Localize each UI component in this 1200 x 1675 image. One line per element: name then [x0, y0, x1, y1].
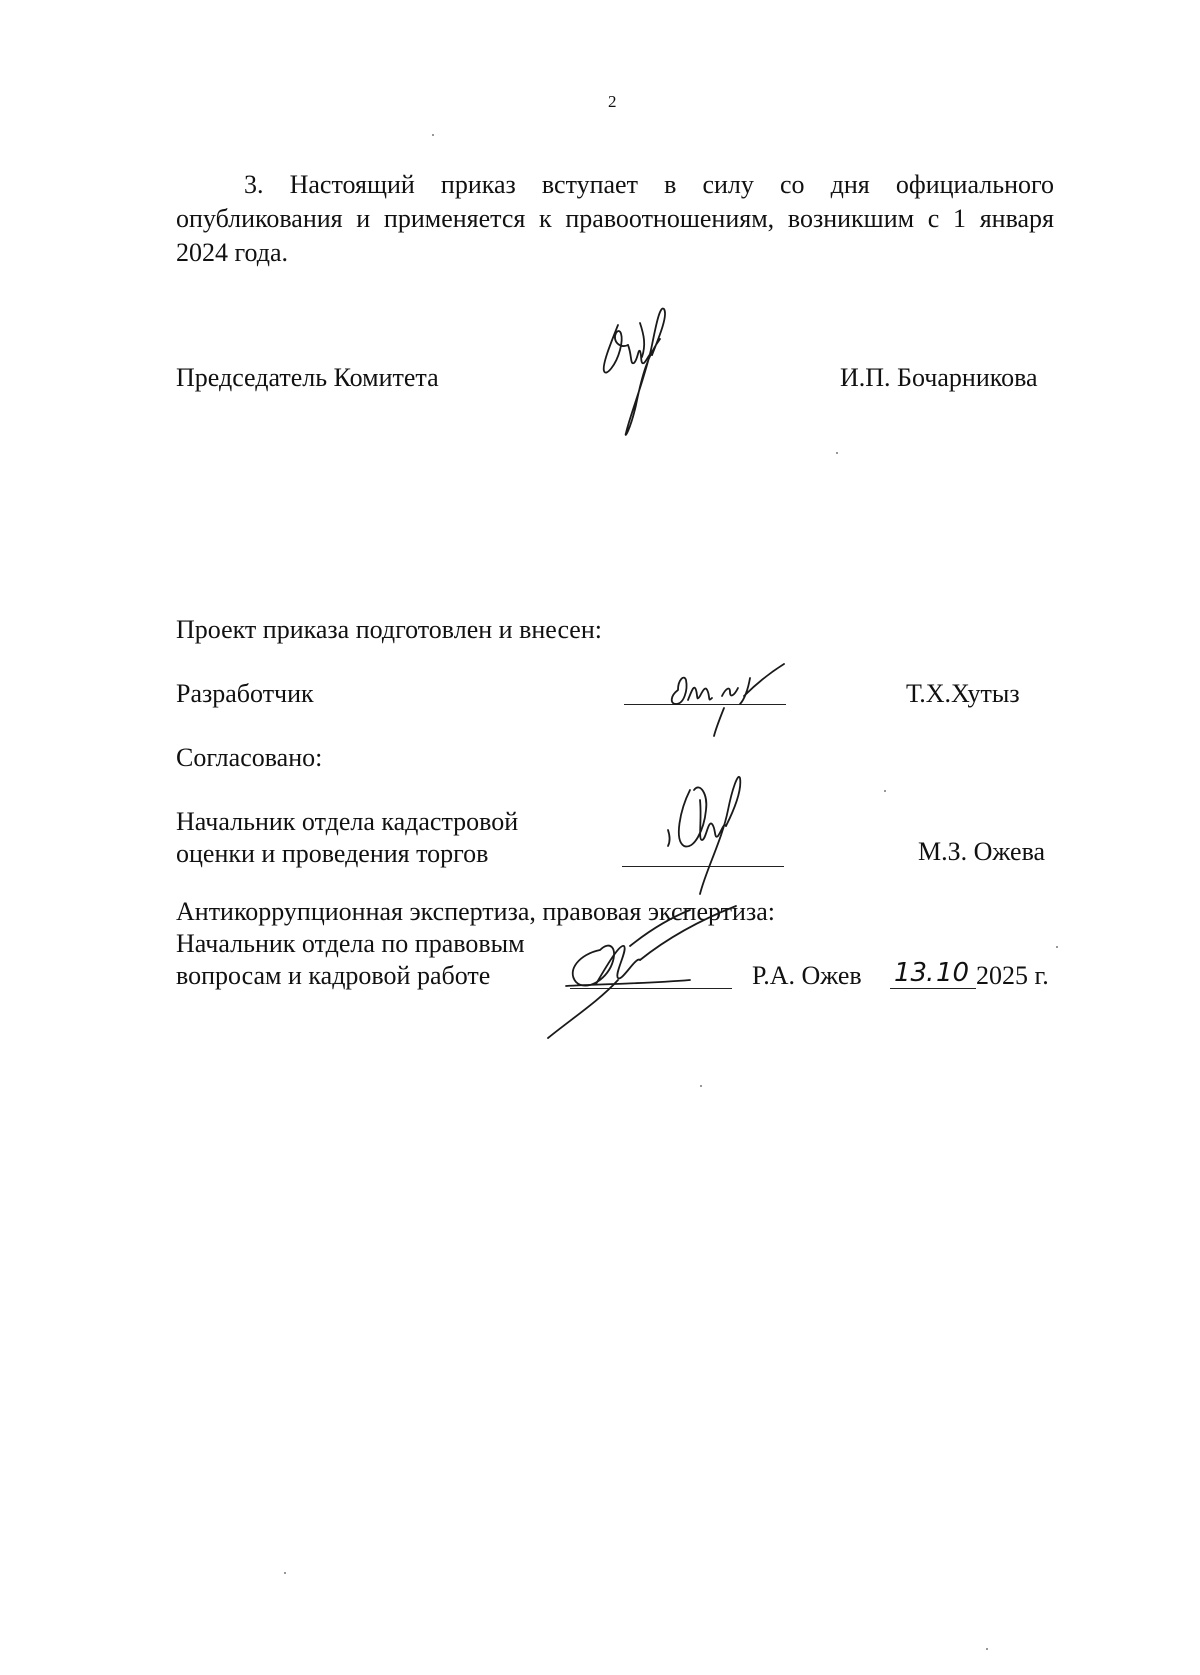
cadastral-signature-icon [660, 770, 770, 900]
date-separator: . [926, 958, 935, 988]
legal-signature-icon [540, 900, 760, 1040]
paragraph-line-3: 2024 года. [176, 238, 289, 267]
legal-name: Р.А. Ожев [752, 961, 862, 990]
page-number: 2 [608, 92, 617, 111]
project-heading: Проект приказа подготовлен и внесен: [176, 615, 602, 644]
legal-title-line-1: Начальник отдела по правовым [176, 929, 525, 958]
scan-speck [1056, 946, 1058, 948]
scan-speck [700, 1085, 702, 1087]
paragraph-line-1: 3. Настоящий приказ вступает в силу со дня официального [244, 170, 1054, 199]
paragraph-line-2: опубликования и применяется к правоотношениям, возникшим с 1 января [176, 204, 1054, 233]
date-underline [890, 988, 976, 989]
developer-signature-icon [664, 660, 804, 740]
cadastral-title-line-2: оценки и проведения торгов [176, 839, 489, 868]
developer-title: Разработчик [176, 679, 314, 708]
scan-speck [284, 1572, 286, 1574]
paragraph-3 [176, 168, 1054, 270]
date-year: 2025 г. [976, 961, 1049, 990]
scan-speck [432, 134, 434, 136]
legal-title-line-2: вопросам и кадровой работе [176, 961, 491, 990]
chairman-name: И.П. Бочарникова [840, 363, 1038, 392]
scan-speck [836, 452, 838, 454]
scan-speck [884, 790, 886, 792]
date-day-month [890, 958, 970, 992]
date-day: 13 [894, 958, 928, 988]
scan-speck [986, 1648, 988, 1650]
chairman-title: Председатель Комитета [176, 363, 439, 392]
cadastral-title-line-1: Начальник отдела кадастровой [176, 807, 519, 836]
developer-name: Т.Х.Хутыз [906, 679, 1020, 708]
legal-heading: Антикоррупционная экспертиза, правовая экспертиза: [176, 897, 775, 926]
cadastral-name: М.З. Ожева [918, 837, 1046, 866]
date-month: 10 [936, 958, 970, 988]
approved-heading: Согласовано: [176, 743, 323, 772]
chairman-signature-icon [590, 305, 700, 440]
